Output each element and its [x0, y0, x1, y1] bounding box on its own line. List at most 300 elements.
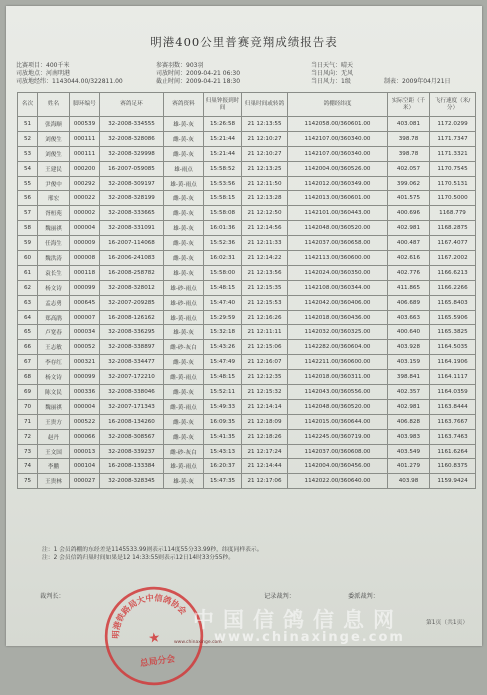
cell-name: 李鹏 — [38, 459, 70, 474]
cell-ring-id: 000200 — [70, 161, 100, 176]
cell-loft-coords: 1142004.00/360456.00 — [288, 459, 388, 474]
cell-clock-time: 15:26:58 — [204, 117, 242, 132]
cell-speed: 1161.6264 — [430, 444, 476, 459]
col-ring-id: 脚环编号 — [70, 93, 100, 117]
cell-clock-time: 16:09:35 — [204, 414, 242, 429]
table-row — [18, 414, 476, 429]
cell-rank: 55 — [18, 176, 38, 191]
cell-name: 魏丽祺 — [38, 399, 70, 414]
cell-return-time: 21 12:11:11 — [242, 325, 288, 340]
cell-clock-time: 15:48:15 — [204, 280, 242, 295]
cell-rank: 58 — [18, 221, 38, 236]
cell-name: 孟志勇 — [38, 295, 70, 310]
cell-ring: 32-2008-339237 — [100, 444, 164, 459]
cell-rank: 65 — [18, 325, 38, 340]
cell-name: 王建民 — [38, 161, 70, 176]
meta-weather: 当日天气：晴天 — [311, 62, 354, 69]
cell-speed: 1171.7347 — [430, 131, 476, 146]
cell-info: 雌-黄-灰 — [164, 131, 204, 146]
table-row — [18, 131, 476, 146]
cell-ring-id: 000099 — [70, 280, 100, 295]
cell-info: 雌-黄-灰 — [164, 385, 204, 400]
cell-ring-id: 000004 — [70, 221, 100, 236]
cell-clock-time: 15:52:36 — [204, 236, 242, 251]
meta-project: 比赛项目：400千米 — [16, 62, 70, 69]
cell-info: 雄-黄-雨点 — [164, 459, 204, 474]
cell-speed: 1168.779 — [430, 206, 476, 221]
cell-loft-coords: 1142108.00/360344.00 — [288, 280, 388, 295]
table-row — [18, 221, 476, 236]
cell-speed: 1166.6213 — [430, 265, 476, 280]
col-clock-time: 归巢钟报到时间 — [204, 93, 242, 117]
cell-distance: 402.981 — [388, 399, 430, 414]
cell-name: 赵丹 — [38, 429, 70, 444]
cell-info: 雌-黄-雨点 — [164, 370, 204, 385]
cell-name: 王贵林 — [38, 474, 70, 489]
cell-ring-id: 000004 — [70, 399, 100, 414]
cell-distance: 398.78 — [388, 146, 430, 161]
report-title: 明港400公里普赛竞翔成绩报告表 — [150, 35, 338, 49]
cell-ring-id: 000522 — [70, 414, 100, 429]
cell-return-time: 21 12:14:56 — [242, 221, 288, 236]
cell-return-time: 21 12:16:26 — [242, 310, 288, 325]
cell-ring: 16-2008-258782 — [100, 265, 164, 280]
table-row — [18, 265, 476, 280]
svg-text:总局分会: 总局分会 — [139, 654, 176, 670]
cell-name: 张海顺 — [38, 117, 70, 132]
cell-clock-time: 15:52:11 — [204, 385, 242, 400]
cell-ring-id: 000034 — [70, 325, 100, 340]
cell-clock-time: 15:43:26 — [204, 340, 242, 355]
cell-clock-time: 15:41:35 — [204, 429, 242, 444]
cell-ring: 16-2007-114068 — [100, 236, 164, 251]
cell-distance: 400.487 — [388, 236, 430, 251]
cell-distance: 403.663 — [388, 310, 430, 325]
cell-name: 杨文诗 — [38, 370, 70, 385]
cell-name: 魏洪涛 — [38, 251, 70, 266]
col-distance: 实际空距（千米） — [388, 93, 430, 117]
table-row — [18, 370, 476, 385]
report-sheet — [6, 6, 482, 670]
cell-rank: 57 — [18, 206, 38, 221]
cell-ring-id: 000336 — [70, 385, 100, 400]
cell-ring-id: 000007 — [70, 310, 100, 325]
cell-rank: 67 — [18, 355, 38, 370]
cell-info: 雄-黄-灰 — [164, 221, 204, 236]
cell-return-time: 21 12:18:26 — [242, 429, 288, 444]
cell-distance: 406.689 — [388, 295, 430, 310]
cell-loft-coords: 1142004.00/360526.00 — [288, 161, 388, 176]
cell-clock-time: 15:48:15 — [204, 370, 242, 385]
cell-distance: 402.357 — [388, 385, 430, 400]
cell-distance: 403.983 — [388, 429, 430, 444]
cell-info: 雌-黄-雨点 — [164, 399, 204, 414]
cell-info: 雌-黄-灰 — [164, 414, 204, 429]
cell-return-time: 21 12:15:53 — [242, 295, 288, 310]
cell-ring: 32-2008-329998 — [100, 146, 164, 161]
cell-name: 卢宽春 — [38, 325, 70, 340]
cell-distance: 403.928 — [388, 340, 430, 355]
cell-return-time: 21 12:11:50 — [242, 176, 288, 191]
cell-info: 雌-砂-灰白 — [164, 444, 204, 459]
cell-speed: 1170.5000 — [430, 191, 476, 206]
cell-clock-time: 15:58:52 — [204, 161, 242, 176]
meta-location: 司放地点：河南明港 — [16, 70, 71, 77]
table-row — [18, 310, 476, 325]
sig-member: 委派裁判： — [348, 593, 379, 600]
cell-distance: 399.062 — [388, 176, 430, 191]
cell-rank: 54 — [18, 161, 38, 176]
cell-ring: 16-2008-126162 — [100, 310, 164, 325]
cell-clock-time: 15:29:59 — [204, 310, 242, 325]
cell-distance: 398.78 — [388, 131, 430, 146]
cell-loft-coords: 1142107.00/360340.00 — [288, 131, 388, 146]
cell-clock-time: 16:02:31 — [204, 251, 242, 266]
cell-info: 雄-黄-灰 — [164, 265, 204, 280]
cell-loft-coords: 1142018.00/360436.00 — [288, 310, 388, 325]
cell-speed: 1168.2875 — [430, 221, 476, 236]
cell-rank: 71 — [18, 414, 38, 429]
cell-rank: 66 — [18, 340, 38, 355]
cell-ring-id: 000013 — [70, 444, 100, 459]
cell-rank: 51 — [18, 117, 38, 132]
cell-clock-time: 15:58:00 — [204, 265, 242, 280]
results-table — [17, 92, 476, 489]
cell-loft-coords: 1142024.00/360350.00 — [288, 265, 388, 280]
table-row — [18, 295, 476, 310]
cell-speed: 1165.8403 — [430, 295, 476, 310]
sig-judge: 裁判长： — [40, 593, 65, 600]
cell-speed: 1166.2266 — [430, 280, 476, 295]
cell-name: 陈文民 — [38, 385, 70, 400]
cell-speed: 1160.8375 — [430, 459, 476, 474]
table-row — [18, 146, 476, 161]
cell-ring: 16-2006-241083 — [100, 251, 164, 266]
cell-loft-coords: 1142211.00/360600.00 — [288, 355, 388, 370]
cell-loft-coords: 1142042.00/360406.00 — [288, 295, 388, 310]
cell-rank: 63 — [18, 295, 38, 310]
cell-speed: 1163.8444 — [430, 399, 476, 414]
cell-clock-time: 15:43:13 — [204, 444, 242, 459]
cell-name: 郑高鹃 — [38, 310, 70, 325]
cell-clock-time: 15:49:33 — [204, 399, 242, 414]
cell-info: 雌-黄-灰 — [164, 429, 204, 444]
cell-ring: 32-2008-328345 — [100, 474, 164, 489]
cell-clock-time: 15:21:44 — [204, 131, 242, 146]
cell-return-time: 21 12:17:06 — [242, 474, 288, 489]
cell-ring: 32-2008-333665 — [100, 206, 164, 221]
cell-ring: 32-2008-334477 — [100, 355, 164, 370]
table-row — [18, 459, 476, 474]
cell-return-time: 21 12:12:35 — [242, 370, 288, 385]
col-rank: 名次 — [18, 93, 38, 117]
cell-rank: 72 — [18, 429, 38, 444]
note-1: 注：1 会员鸽棚的东经差是1145533.99则表示114度55分33.99秒，纬度同样表示。 — [42, 547, 263, 553]
cell-info: 雌-黄-灰 — [164, 355, 204, 370]
table-row — [18, 191, 476, 206]
cell-return-time: 21 12:14:44 — [242, 459, 288, 474]
cell-ring-id: 000292 — [70, 176, 100, 191]
cell-rank: 59 — [18, 236, 38, 251]
cell-return-time: 21 12:15:35 — [242, 280, 288, 295]
cell-rank: 74 — [18, 459, 38, 474]
table-row — [18, 399, 476, 414]
cell-info: 雄-黄-灰 — [164, 325, 204, 340]
cell-speed: 1163.7463 — [430, 429, 476, 444]
cell-return-time: 21 12:15:06 — [242, 340, 288, 355]
cell-loft-coords: 1142015.00/360644.00 — [288, 414, 388, 429]
cell-loft-coords: 1142013.00/360601.00 — [288, 191, 388, 206]
cell-ring: 32-2008-328199 — [100, 191, 164, 206]
cell-rank: 69 — [18, 385, 38, 400]
cell-ring: 32-2008-328012 — [100, 280, 164, 295]
cell-clock-time: 15:32:18 — [204, 325, 242, 340]
cell-ring: 32-2008-336295 — [100, 325, 164, 340]
cell-ring-id: 000002 — [70, 206, 100, 221]
meta-wind: 当日风向：无风 — [311, 70, 354, 77]
table-row — [18, 474, 476, 489]
cell-info: 雌-砂-灰白 — [164, 340, 204, 355]
table-row — [18, 206, 476, 221]
cell-info: 雌-黄-灰 — [164, 251, 204, 266]
cell-loft-coords: 1142107.00/360340.00 — [288, 146, 388, 161]
table-header-row — [18, 93, 476, 117]
cell-distance: 400.696 — [388, 206, 430, 221]
cell-speed: 1172.0299 — [430, 117, 476, 132]
cell-return-time: 21 12:17:24 — [242, 444, 288, 459]
cell-clock-time: 15:47:40 — [204, 295, 242, 310]
cell-info: 雌-黄-灰 — [164, 236, 204, 251]
cell-clock-time: 15:47:49 — [204, 355, 242, 370]
col-return-time: 归巢时间或转鸽 — [242, 93, 288, 117]
cell-rank: 53 — [18, 146, 38, 161]
cell-return-time: 21 12:14:22 — [242, 251, 288, 266]
col-ring: 赛鸽足环 — [100, 93, 164, 117]
cell-info: 雄-砂-雨点 — [164, 295, 204, 310]
cell-loft-coords: 1142037.00/360658.00 — [288, 236, 388, 251]
cell-rank: 70 — [18, 399, 38, 414]
cell-distance: 401.575 — [388, 191, 430, 206]
cell-name: 王志敏 — [38, 340, 70, 355]
table-row — [18, 444, 476, 459]
notes — [42, 547, 263, 562]
cell-name: 尹俊中 — [38, 176, 70, 191]
cell-speed: 1164.0359 — [430, 385, 476, 400]
cell-ring-id: 000111 — [70, 131, 100, 146]
meta-release-time: 司放时间：2009-04-21 06:30 — [156, 70, 241, 77]
cell-ring-id: 000066 — [70, 429, 100, 444]
cell-ring: 32-2007-171343 — [100, 399, 164, 414]
cell-rank: 56 — [18, 191, 38, 206]
table-row — [18, 280, 476, 295]
table-row — [18, 176, 476, 191]
meta-count: 参赛羽数：903羽 — [156, 62, 204, 69]
cell-return-time: 21 12:13:55 — [242, 117, 288, 132]
cell-distance: 403.549 — [388, 444, 430, 459]
cell-name: 魏丽祺 — [38, 221, 70, 236]
cell-ring-id: 000118 — [70, 265, 100, 280]
cell-ring-id: 000111 — [70, 146, 100, 161]
col-loft-coords: 鸽棚经纬度 — [288, 93, 388, 117]
cell-name: 袁长生 — [38, 265, 70, 280]
cell-loft-coords: 1142048.00/360520.00 — [288, 399, 388, 414]
cell-clock-time: 15:21:44 — [204, 146, 242, 161]
table-row — [18, 251, 476, 266]
table-row — [18, 385, 476, 400]
cell-loft-coords: 1142043.00/360556.00 — [288, 385, 388, 400]
cell-return-time: 21 12:10:27 — [242, 131, 288, 146]
cell-rank: 62 — [18, 280, 38, 295]
cell-speed: 1170.7545 — [430, 161, 476, 176]
cell-ring-id: 000645 — [70, 295, 100, 310]
col-info: 赛鸽资料 — [164, 93, 204, 117]
cell-ring-id: 000027 — [70, 474, 100, 489]
cell-loft-coords: 1142032.00/360325.00 — [288, 325, 388, 340]
cell-ring-id: 000008 — [70, 251, 100, 266]
cell-info: 雄-黄-灰 — [164, 474, 204, 489]
cell-distance: 401.279 — [388, 459, 430, 474]
cell-return-time: 21 12:14:14 — [242, 399, 288, 414]
meta-made-on: 制表：2009年04月21日 — [384, 78, 451, 85]
cell-name: 李存红 — [38, 355, 70, 370]
cell-ring-id: 000539 — [70, 117, 100, 132]
svg-text:明港铁路局大中信鸽协会: 明港铁路局大中信鸽协会 — [110, 592, 189, 639]
cell-ring: 32-2008-334555 — [100, 117, 164, 132]
cell-ring: 32-2007-172210 — [100, 370, 164, 385]
cell-ring: 16-2008-133384 — [100, 459, 164, 474]
cell-name: 刘俊生 — [38, 146, 70, 161]
cell-return-time: 21 12:13:28 — [242, 191, 288, 206]
page-number: 第1页（共1页） — [426, 620, 469, 626]
sig-recorder: 记录裁判： — [264, 593, 295, 600]
cell-clock-time: 15:58:15 — [204, 191, 242, 206]
cell-rank: 61 — [18, 265, 38, 280]
cell-speed: 1167.2002 — [430, 251, 476, 266]
cell-ring: 32-2008-308567 — [100, 429, 164, 444]
table-row — [18, 236, 476, 251]
cell-loft-coords: 1142048.00/360520.00 — [288, 221, 388, 236]
cell-info: 雄-黄-灰 — [164, 117, 204, 132]
col-name: 姓名 — [38, 93, 70, 117]
cell-rank: 60 — [18, 251, 38, 266]
cell-ring-id: 000022 — [70, 191, 100, 206]
cell-ring: 32-2008-328086 — [100, 131, 164, 146]
svg-text:★: ★ — [147, 629, 162, 647]
cell-rank: 73 — [18, 444, 38, 459]
cell-ring-id: 000104 — [70, 459, 100, 474]
meta-wind-force: 当日风力：1级 — [311, 78, 351, 85]
cell-speed: 1163.7667 — [430, 414, 476, 429]
cell-ring-id: 000052 — [70, 340, 100, 355]
cell-info: 雌-黄-灰 — [164, 206, 204, 221]
cell-rank: 52 — [18, 131, 38, 146]
cell-loft-coords: 1142282.00/360604.00 — [288, 340, 388, 355]
cell-info: 雄-砂-雨点 — [164, 280, 204, 295]
cell-name: 刘俊生 — [38, 131, 70, 146]
cell-ring: 32-2008-338897 — [100, 340, 164, 355]
cell-loft-coords: 1142101.00/360443.00 — [288, 206, 388, 221]
cell-info: 雄-黄-雨点 — [164, 310, 204, 325]
cell-speed: 1171.3321 — [430, 146, 476, 161]
note-2: 注：2 会员信鸽归巢时间如果是12 14:33:55则表示12日14时33分55秒。 — [42, 554, 235, 561]
cell-loft-coords: 1142022.00/360640.00 — [288, 474, 388, 489]
cell-return-time: 21 12:12:50 — [242, 206, 288, 221]
cell-ring: 16-2008-134260 — [100, 414, 164, 429]
cell-return-time: 21 12:11:33 — [242, 236, 288, 251]
col-speed: 飞行速度（米/分） — [430, 93, 476, 117]
cell-ring: 32-2008-309197 — [100, 176, 164, 191]
cell-return-time: 21 12:13:25 — [242, 161, 288, 176]
cell-speed: 1170.5131 — [430, 176, 476, 191]
cell-rank: 75 — [18, 474, 38, 489]
cell-distance: 403.98 — [388, 474, 430, 489]
watermark-cn: 中国信鸽信息网 — [193, 608, 403, 632]
watermark-small: www.chinaxinge.com — [174, 640, 222, 645]
cell-speed: 1165.5906 — [430, 310, 476, 325]
cell-clock-time: 15:53:56 — [204, 176, 242, 191]
cell-distance: 402.981 — [388, 221, 430, 236]
cell-clock-time: 16:01:36 — [204, 221, 242, 236]
cell-return-time: 21 12:18:09 — [242, 414, 288, 429]
cell-speed: 1165.3825 — [430, 325, 476, 340]
cell-name: 邢宏 — [38, 191, 70, 206]
cell-speed: 1164.1906 — [430, 355, 476, 370]
results-body — [18, 117, 476, 489]
table-row — [18, 325, 476, 340]
cell-loft-coords: 1142018.00/360311.00 — [288, 370, 388, 385]
cell-ring-id: 000099 — [70, 370, 100, 385]
cell-loft-coords: 1142012.00/360349.00 — [288, 176, 388, 191]
official-seal — [95, 577, 212, 694]
cell-return-time: 21 12:10:27 — [242, 146, 288, 161]
cell-speed: 1164.5035 — [430, 340, 476, 355]
table-row — [18, 429, 476, 444]
cell-return-time: 21 12:13:56 — [242, 265, 288, 280]
cell-ring: 32-2008-331091 — [100, 221, 164, 236]
cell-distance: 402.057 — [388, 161, 430, 176]
cell-distance: 403.081 — [388, 117, 430, 132]
cell-loft-coords: 1142037.00/360608.00 — [288, 444, 388, 459]
cell-speed: 1167.4077 — [430, 236, 476, 251]
cell-loft-coords: 1142058.00/360601.00 — [288, 117, 388, 132]
cell-ring: 16-2007-059085 — [100, 161, 164, 176]
cell-info: 雌-黄-灰 — [164, 146, 204, 161]
cell-ring: 32-2007-209285 — [100, 295, 164, 310]
cell-name: 王贵方 — [38, 414, 70, 429]
cell-name: 胥桓苑 — [38, 206, 70, 221]
cell-clock-time: 15:58:08 — [204, 206, 242, 221]
cell-distance: 400.640 — [388, 325, 430, 340]
cell-loft-coords: 1142113.00/360600.00 — [288, 251, 388, 266]
cell-rank: 64 — [18, 310, 38, 325]
cell-ring-id: 000321 — [70, 355, 100, 370]
cell-return-time: 21 12:15:32 — [242, 385, 288, 400]
cell-info: 雄-黄-雨点 — [164, 176, 204, 191]
cell-info: 雌-黄-灰 — [164, 191, 204, 206]
cell-ring: 32-2008-338046 — [100, 385, 164, 400]
cell-name: 任海生 — [38, 236, 70, 251]
cell-clock-time: 16:20:37 — [204, 459, 242, 474]
cell-rank: 68 — [18, 370, 38, 385]
cell-distance: 402.616 — [388, 251, 430, 266]
cell-distance: 398.841 — [388, 370, 430, 385]
watermark-url: www.chinaxinge.com — [214, 630, 405, 645]
cell-name: 王文国 — [38, 444, 70, 459]
cell-info: 雄-雨点 — [164, 161, 204, 176]
cell-return-time: 21 12:16:07 — [242, 355, 288, 370]
meta-coords: 司放地经纬：1143044.00/322811.00 — [16, 78, 123, 85]
table-row — [18, 161, 476, 176]
